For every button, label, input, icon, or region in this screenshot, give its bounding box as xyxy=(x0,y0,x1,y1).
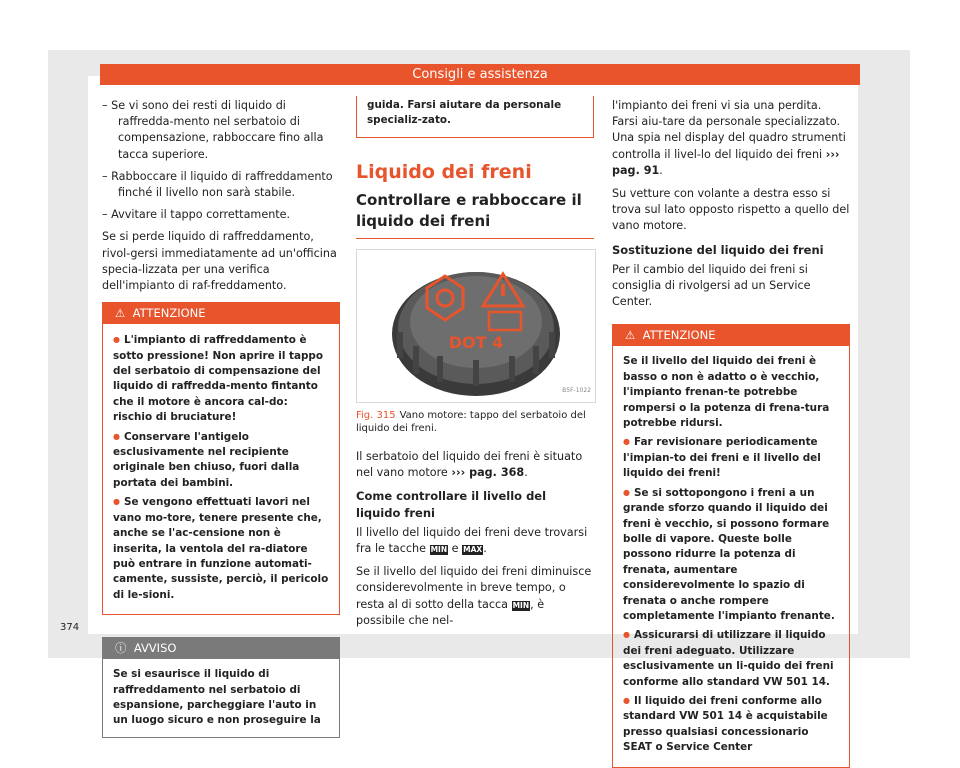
dot4-label: DOT 4 xyxy=(448,333,504,353)
caption-text: Vano motore: tappo del serbatoio del liquido dei freni. xyxy=(356,410,586,435)
paragraph: Per il cambio del liquido dei freni si consiglia di rivolgersi ad un Service Center. xyxy=(612,262,811,309)
notice-body: Se si esaurisce il liquido di raffreddamento nel serbatoio di espansione, parcheggiare l'auto in un luogo sicuro e non proseguire la xyxy=(113,668,321,727)
warning-header xyxy=(103,303,339,324)
notice-title: AVVISO xyxy=(133,641,177,656)
paragraph-text: Se il livello del liquido dei freni diminuisce considerevolmente in breve tempo, o resta al di sotto della tacca xyxy=(356,565,592,611)
warning-triangle-icon: ⚠ xyxy=(625,328,636,343)
column-3 xyxy=(612,98,850,768)
warning-header xyxy=(613,325,849,346)
warning-bullet: ● Se vengono effettuati lavori nel vano mo-tore, tenere presente che, anche se l'ac-censione non è inserita, la ventola del ra-diatore può entrare in funzione automati-camente, sussiste, perciò, il pericolo di le-sioni. xyxy=(113,494,329,603)
page-reference-link[interactable]: ››› pag. 368 xyxy=(451,466,525,480)
subheading: Sostituzione del liquido dei freni xyxy=(612,242,824,257)
figure-brake-fluid-cap xyxy=(356,249,596,403)
section-title: Liquido dei freni xyxy=(356,160,532,183)
warning-bullet: ● Assicurarsi di utilizzare il liquido dei freni adeguato. Utilizzare esclusivamente un li-quido dei freni conforme allo standard VW 501 14. xyxy=(623,627,839,690)
subsection-title: Controllare e rabboccare il liquido dei freni xyxy=(356,190,594,239)
min-mark: MIN xyxy=(430,545,448,555)
paragraph-text: , è possibile che nel- xyxy=(356,597,545,627)
list-item: – Rabboccare il liquido di raffreddamento finché il livello non sarà stabile. xyxy=(102,169,333,200)
column-1 xyxy=(102,98,340,738)
warning-bullet: ● Far revisionare periodicamente l'impian-to dei freni e il livello del liquido dei freni! xyxy=(623,434,839,481)
paragraph: Se si perde liquido di raffreddamento, rivol-gersi immediatamente ad un'officina specia-lizzata per una verifica dell'impianto di raf-freddamento. xyxy=(102,230,337,293)
max-mark: MAX xyxy=(463,545,483,555)
warning-bullet: ● L'impianto di raffreddamento è sotto pressione! Non aprire il tappo del serbatoio di compensazione del liquido di raffredda-mento fintanto che il motore è ancora cal-do: rischio di bruciature! xyxy=(113,332,329,425)
list-item-text: Rabboccare il liquido di raffreddamento finché il livello non sarà stabile. xyxy=(111,169,333,200)
paragraph: l'impianto dei freni vi sia una perdita. Farsi aiu-tare da personale specializzato. Una spia nel display del quadro strumenti controlla il livel-lo del liquido dei freni ››› pag. 91. xyxy=(612,99,846,177)
warning-triangle-icon: ⚠ xyxy=(115,306,126,321)
info-circle-icon: ⓘ xyxy=(115,641,127,656)
figure-number: Fig. 315 xyxy=(356,410,396,422)
warning-body xyxy=(103,324,339,614)
paragraph-text: l'impianto dei freni vi sia una perdita. Farsi aiu-tare da personale specializzato. Una spia nel display del quadro strumenti controlla il livel-lo del liquido dei freni xyxy=(612,99,846,161)
figure-caption xyxy=(356,409,594,435)
list-item-text: Avvitare il tappo correttamente. xyxy=(111,208,291,222)
column-2 xyxy=(356,98,594,636)
warning-title: ATTENZIONE xyxy=(642,328,716,343)
paragraph: Il serbatoio del liquido dei freni è situato nel vano motore ››› pag. 368. xyxy=(356,450,583,480)
paragraph xyxy=(356,564,594,629)
notice-box xyxy=(102,637,340,738)
paragraph-text: Il serbatoio del liquido dei freni è situato nel vano motore xyxy=(356,450,583,480)
warning-title: ATTENZIONE xyxy=(132,306,206,321)
paragraph: Il livello del liquido dei freni deve trovarsi fra le tacche MIN e MAX. xyxy=(356,525,588,556)
page-number: 374 xyxy=(60,622,80,633)
figure-tag: B5F-1022 xyxy=(562,386,591,394)
warning-box xyxy=(102,302,340,615)
list-item: – Se vi sono dei resti di liquido di raffredda-mento nel serbatoio di compensazione, rabboccare fino alla tacca superiore. xyxy=(102,99,324,161)
list-item: – Avvitare il tappo correttamente. xyxy=(102,208,291,222)
brake-cap-illustration xyxy=(357,250,595,402)
conjunction: e xyxy=(451,542,459,556)
list-item-text: Se vi sono dei resti di liquido di raffredda-mento nel serbatoio di compensazione, rabboccare fino alla tacca superiore. xyxy=(111,99,324,161)
min-mark: MIN xyxy=(512,600,530,610)
paragraph-text: Il livello del liquido dei freni deve trovarsi fra le tacche xyxy=(356,525,588,556)
warning-body xyxy=(613,346,849,766)
warning-intro: Se il livello del liquido dei freni è basso o non è adatto o è vecchio, l'impianto frenan-te potrebbe rompersi o la potenza di frena-tura potrebbe ridursi. xyxy=(623,355,830,430)
warning-bullet: ● Il liquido dei freni conforme allo standard VW 501 14 è acquistabile presso qualsiasi concessionario SEAT o Service Center xyxy=(623,693,839,756)
page-reference-link[interactable]: ››› pag. 91 xyxy=(612,147,840,177)
paragraph: Su vetture con volante a destra esso si trova sul lato opposto rispetto a quello del vano motore. xyxy=(612,187,850,233)
warning-box xyxy=(612,324,850,767)
notice-header xyxy=(103,638,339,659)
warning-bullet: ● Conservare l'antigelo esclusivamente nel recipiente originale ben chiuso, fuori dalla portata dei bambini. xyxy=(113,429,329,492)
notice-continuation: guida. Farsi aiutare da personale specializ-zato. xyxy=(356,96,594,138)
warning-bullet: ● Se si sottopongono i freni a un grande sforzo quando il liquido dei freni è vecchio, si possono formare bolle di vapore. Queste bolle possono ridurre la potenza di frenata, aumentare considerevolmente lo spazio di frenata o anche rompere completamente l'impianto frenante. xyxy=(623,485,839,625)
subheading: Come controllare il livello del liquido freni xyxy=(356,489,547,520)
section-header: Consigli e assistenza xyxy=(100,64,860,85)
